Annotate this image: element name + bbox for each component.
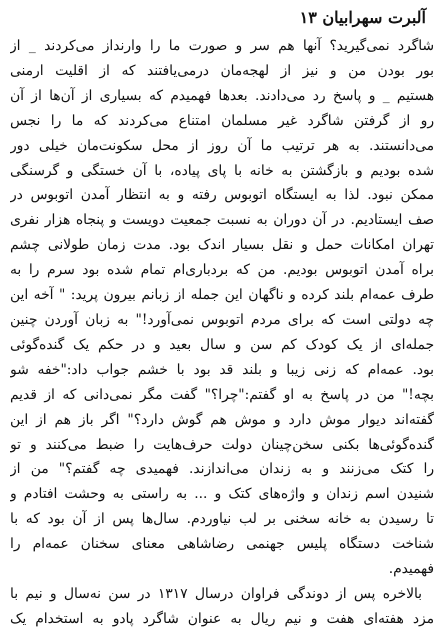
text-line: را کتک می‌زنند و به زندان می‌اندازند. فهمیدی چه گفتم؟" من از	[10, 461, 434, 478]
text-line: رو از گرفتن شاگرد غیر مسلمان امتناع می‌کردند که ما را نجس	[10, 112, 434, 129]
paragraph-1	[10, 34, 434, 582]
text-line: ممکن نبود. لذا به ایستگاه اتوبوس رفته و به انتظار آمدن اتوبوس در	[10, 187, 434, 204]
text-line: براه آمدن اتوبوس بودیم. من که بردباری‌ام تمام شده بود سرم را به	[10, 262, 434, 279]
text-line: مزد هفته‌ای هفت و نیم ریال به عنوان شاگرد پادو به استخدام یک	[10, 610, 434, 627]
text-line: صف ایستادیم. در آن دوران به نسبت جمعیت دویست و پنجاه هزار نفری	[10, 212, 434, 229]
text-line: تهران امکانات حمل و نقل بسیار اندک بود. مدت زمان طولانی چشم	[10, 237, 434, 254]
text-line: بالاخره پس از دوندگی فراوان درسال ۱۳۱۷ در سن نه‌سال و نیم با	[10, 585, 422, 602]
text-line: شاگرد نمی‌گیرید؟ آنها هم سر و صورت ما را وارنداز می‌کردند _ از	[10, 38, 434, 54]
text-line: تا رسیدن به خانه سخنی بر لب نیاوردم. سال‌ها پس از آن بود که با	[10, 511, 434, 528]
body-text	[10, 34, 434, 632]
text-line: هستیم _ و پاسخ رد می‌دادند. بعدها فهمیدم که بسیاری از آن‌ها از آن	[10, 87, 434, 104]
running-title: آلبرت سهرابیان ۱۳	[299, 7, 426, 27]
page-header	[10, 6, 426, 28]
text-line: می‌دانستند. به هر ترتیب ما آن روز از محل سکونت‌مان خیلی دور	[10, 137, 434, 154]
text-line: جمله‌ای از یک کودک کم سن و سال بعید و در حکم یک گنده‌گوئی	[10, 336, 434, 353]
text-line: شده بودیم و بازگشتن به خانه با پای پیاده، با آن خستگی و گرسنگی	[10, 162, 434, 179]
text-line: بود. عمه‌ام که زنی زیبا و بلند قد بود با خشم جواب داد:"خفه شو	[10, 361, 434, 378]
text-line: گفته‌اند دیوار موش دارد و موش هم گوش دارد؟" اگر باز هم از این	[10, 411, 434, 428]
text-line: طرف عمه‌ام بلند کرده و ناگهان این جمله از زبانم بیرون پرید: " آخه این	[10, 287, 434, 304]
paragraph-2	[10, 582, 434, 632]
text-line: فهمیدم.	[388, 561, 434, 578]
text-line: گنده‌گوئی‌ها بکنی سخن‌چینان دولت حرف‌هایت را ضبط می‌کنند و تو	[10, 436, 434, 453]
text-line: شنیدن اسم زندان و واژه‌های کتک و ... به راستی به وحشت افتادم و	[10, 486, 434, 503]
text-line: بچه!" من در پاسخ به او گفتم:"چرا؟" گفت مگر نمی‌دانی که از قدیم	[10, 386, 434, 403]
text-line: بور بودن من و نیز از لهجه‌مان درمی‌یافتند که از اقلیت ارمنی	[10, 62, 434, 79]
text-line: چه دولتی است که برای مردم اتوبوس نمی‌آورد!" به زبان آوردن چنین	[10, 311, 434, 328]
text-line: شناخت دستگاه پلیس جهنمی رضاشاهی معنای سخنان عمه‌ام را	[10, 536, 434, 553]
